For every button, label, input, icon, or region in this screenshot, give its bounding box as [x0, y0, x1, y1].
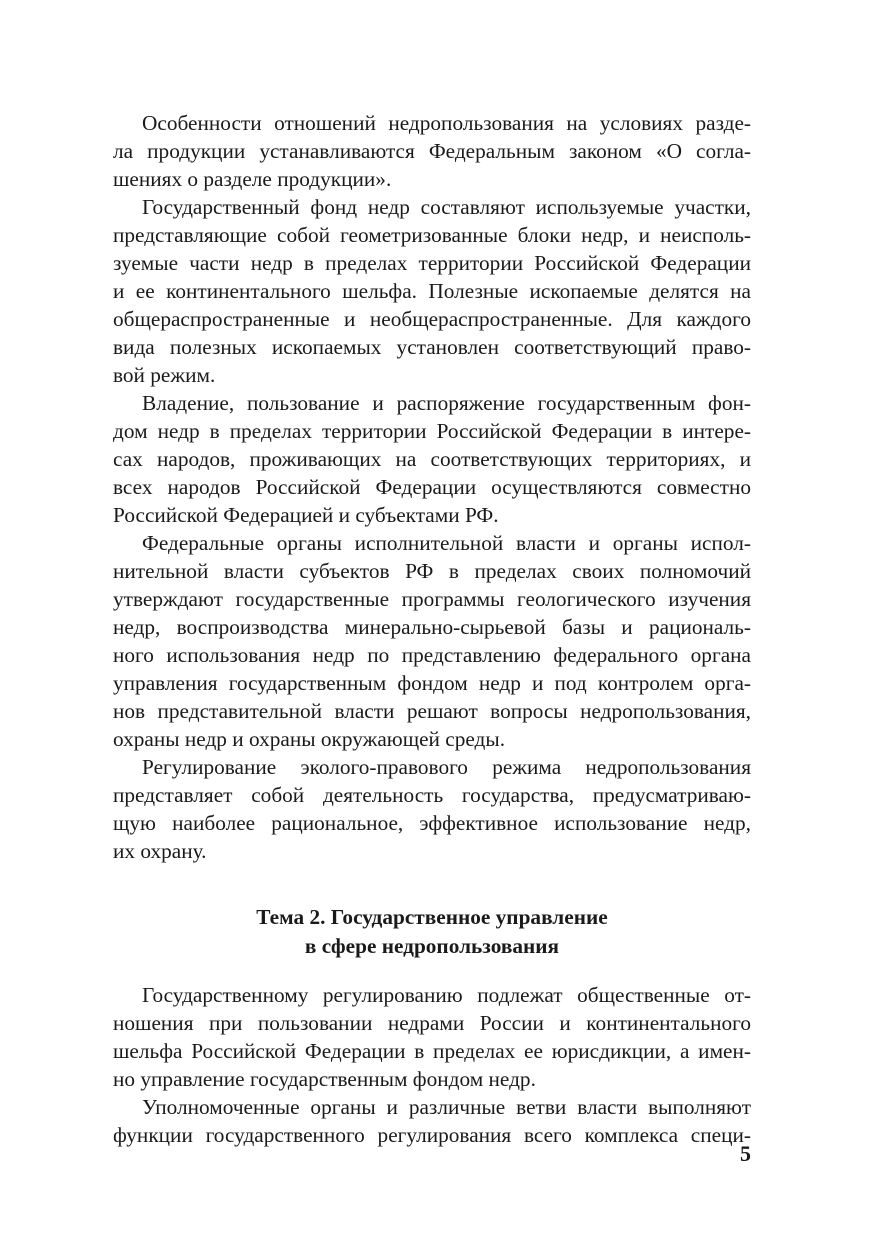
paragraph — [113, 981, 751, 1093]
text-line: Российской Федерацией и субъектами РФ. — [113, 503, 499, 527]
paragraph — [113, 753, 751, 865]
page-number: 5 — [740, 1141, 751, 1166]
paragraph — [113, 1093, 751, 1149]
text-line: представляющие собой геометризованные блоки недр, и неисполь- — [113, 223, 751, 247]
text-line: и ее континентального шельфа. Полезные ископаемые делятся на — [113, 279, 751, 303]
text-line: всех народов Российской Федерации осуществляются совместно — [113, 475, 751, 499]
text-line: Государственному регулированию подлежат общественные от- — [142, 983, 751, 1007]
paragraph — [113, 109, 751, 193]
text-line: Регулирование эколого-правового режима недропользования — [142, 755, 751, 779]
text-line: нов представительной власти решают вопросы недропользования, — [113, 699, 751, 723]
text-line: вида полезных ископаемых установлен соответствующий право- — [113, 335, 751, 359]
text-line: Федеральные органы исполнительной власти и органы испол- — [142, 531, 751, 555]
text-line: щую наиболее рациональное, эффективное использование недр, — [113, 811, 751, 835]
text-line: Государственный фонд недр составляют используемые участки, — [142, 195, 751, 219]
paragraph — [113, 389, 751, 529]
text-line: управления государственным фондом недр и под контролем орга- — [113, 671, 751, 695]
text-line: Особенности отношений недропользования на условиях разде- — [142, 111, 751, 135]
paragraph — [113, 193, 751, 389]
text-line: представляет собой деятельность государства, предусматриваю- — [113, 783, 751, 807]
text-line: их охрану. — [113, 839, 207, 863]
text-line: ла продукции устанавливаются Федеральным законом «О согла- — [113, 139, 751, 163]
text-line: зуемые части недр в пределах территории Российской Федерации — [113, 251, 751, 275]
text-line: нительной власти субъектов РФ в пределах своих полномочий — [113, 559, 751, 583]
text-line: вой режим. — [113, 363, 216, 387]
text-line: шельфа Российской Федерации в пределах ее юрисдикции, а имен- — [113, 1039, 751, 1063]
text-line: функции государственного регулирования всего комплекса специ- — [113, 1123, 751, 1147]
text-line: шениях о разделе продукции». — [113, 167, 392, 191]
text-line: дом недр в пределах территории Российской Федерации в интере- — [113, 419, 751, 443]
text-after-heading — [113, 981, 751, 1149]
text-line: общераспространенные и необщераспространенные. Для каждого — [113, 307, 751, 331]
text-line: недр, воспроизводства минерально-сырьевой базы и рациональ- — [113, 615, 751, 639]
section-heading — [113, 903, 751, 961]
heading-line-2: в сфере недропользования — [304, 934, 560, 958]
text-before-heading — [113, 109, 751, 865]
text-line: охраны недр и охраны окружающей среды. — [113, 727, 506, 751]
paragraph — [113, 529, 751, 753]
page-body — [113, 109, 751, 1149]
heading-line-1: Тема 2. Государственное управление — [256, 905, 608, 929]
text-line: ного использования недр по представлению федерального органа — [113, 643, 751, 667]
text-line: сах народов, проживающих на соответствующих территориях, и — [113, 447, 751, 471]
text-line: Уполномоченные органы и различные ветви власти выполняют — [142, 1095, 751, 1119]
text-line: Владение, пользование и распоряжение государственным фон- — [142, 391, 751, 415]
text-line: утверждают государственные программы геологического изучения — [113, 587, 751, 611]
text-line: но управление государственным фондом недр. — [113, 1067, 536, 1091]
text-line: ношения при пользовании недрами России и континентального — [113, 1011, 751, 1035]
